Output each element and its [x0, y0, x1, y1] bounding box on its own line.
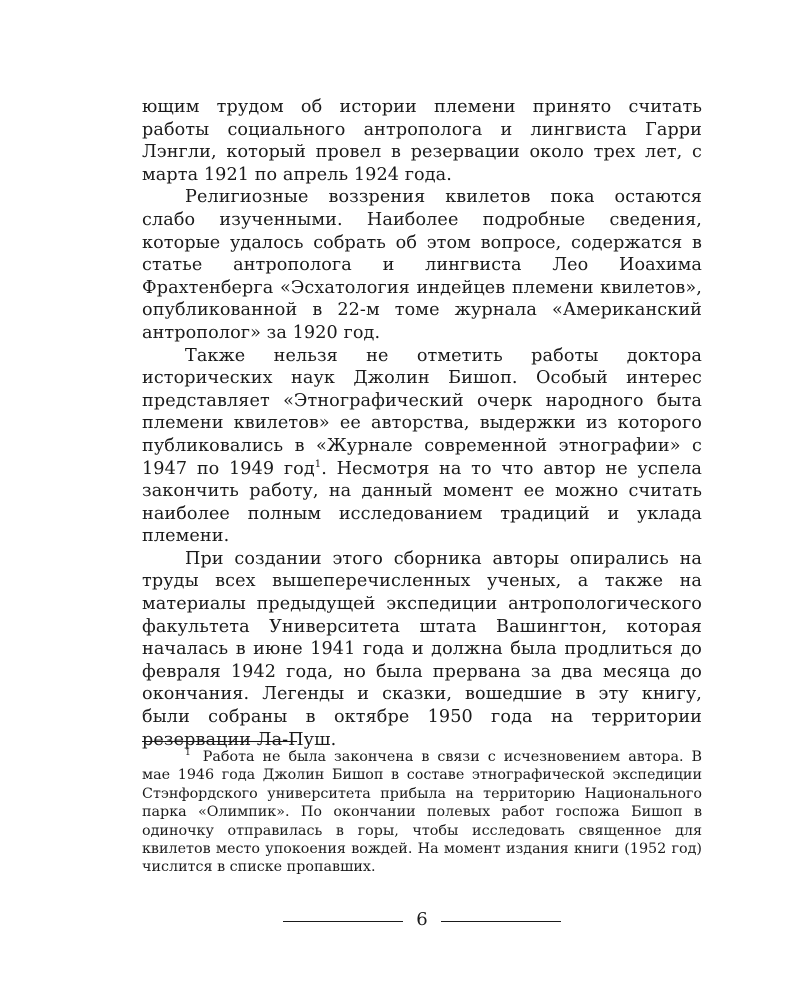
body-text: [142, 96, 702, 751]
footnote-mark: 1: [185, 748, 191, 759]
paragraph-4: При создании этого сборника авторы опирались на труды всех вышеперечисленных ученых, а также на материалы предыдущей экспедиции антропологического факультета Университета штата Вашингтон, которая началась в июне 1941 года и должна была продлиться до февраля 1942 года, но была прервана за два месяца до окончания. Легенды и сказки, вошедшие в эту книгу, были собраны в октябре 1950 года на территории резервации Ла-Пуш.: [142, 548, 702, 750]
paragraph-3: [142, 345, 702, 548]
page-footer: [0, 907, 800, 937]
footnote-paragraph: [142, 748, 702, 877]
footnote: [142, 748, 702, 877]
paragraph-1: ющим трудом об истории племени принято считать работы социального антрополога и лингвиста Гарри Лэнгли, который провел в резервации около трех лет, с марта 1921 по апрель 1924 года.: [142, 97, 702, 185]
paragraph-3-text-b: . Несмотря на то что автор не успела закончить работу, на данный момент ее можно считать наиболее полным исследованием традиций и уклада племени.: [142, 458, 702, 547]
page-number: 6: [416, 909, 428, 930]
footnote-rule: [142, 741, 297, 742]
footnote-text: Работа не была закончена в связи с исчезновением автора. В мае 1946 года Джолин Бишоп в составе этнографической экспедиции Стэнфордского университета прибыла на территорию Национального парка «Олимпик». По окончании полевых работ госпожа Бишоп в одиночку отправилась в горы, чтобы исследовать священное для квилетов место упокоения вождей. На момент издания книги (1952 год) числится в списке пропавших.: [142, 749, 702, 876]
folio-rule-right: [441, 921, 561, 922]
page-body: [142, 96, 702, 751]
paragraph-3-text-a: Также нельзя не отметить работы доктора исторических наук Джолин Бишоп. Особый интерес представляет «Этнографический очерк народного быта племени квилетов» ее авторства, выдержки из которого публиковались в «Журнале современной этнографии» с 1947 по 1949 год: [142, 345, 702, 479]
footnote-reference: 1: [314, 458, 322, 470]
folio-rule-left: [283, 921, 403, 922]
paragraph-2: Религиозные воззрения квилетов пока остаются слабо изученными. Наиболее подробные сведения, которые удалось собрать об этом вопросе, содержатся в статье антрополога и лингвиста Лео Иоахима Фрахтенберга «Эсхатология индейцев племени квилетов», опубликованной в 22-м томе журнала «Американский антрополог» за 1920 год.: [142, 187, 702, 343]
